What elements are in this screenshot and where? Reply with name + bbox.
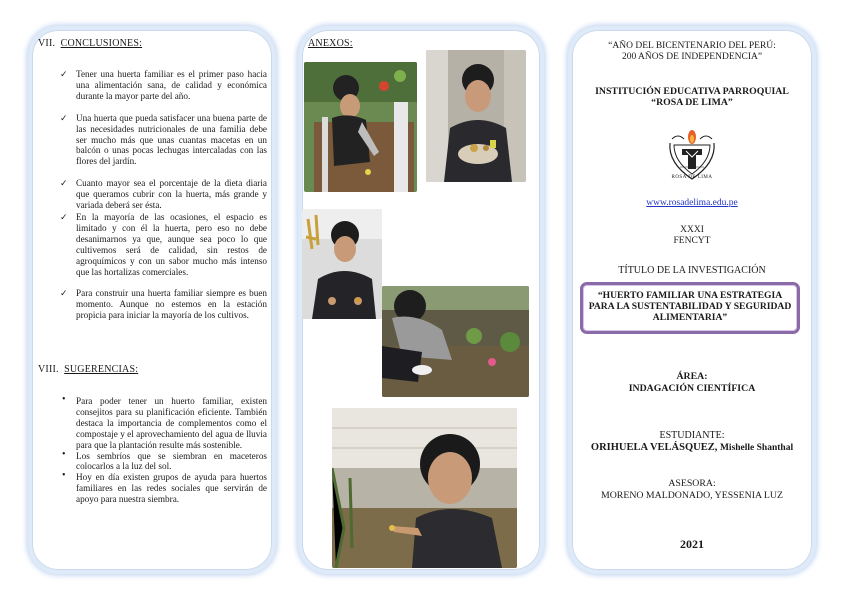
check-icon: ✓ [60, 211, 68, 222]
institution-name: INSTITUCIÓN EDUCATIVA PARROQUIAL “ROSA DE LIMA” [595, 86, 789, 108]
list-item: ✓ Tener una huerta familiar es el primer paso hacia una alimentación sana, de calidad y económica durante la mayor parte del año. [60, 69, 267, 101]
year: 2021 [680, 537, 704, 551]
photo-girl-hands [302, 209, 382, 319]
titulo-label: TÍTULO DE LA INVESTIGACIÓN [618, 265, 766, 276]
list-item: ✓ Para construir una huerta familiar siempre es buen momento. Aunque no estemos en la estación propicia para iniciar la mayoría de los cultivos. [60, 288, 267, 321]
fencyt-edition: XXXI FENCYT [673, 225, 711, 246]
list-item: ✓ Cuanto mayor sea el porcentaje de la dieta diaria que queramos cubrir con la huerta, más grande y variada deberá ser ésta. [60, 178, 267, 211]
check-icon: ✓ [60, 69, 68, 79]
list-item: • Hoy en día existen grupos de ayuda para huertos familiares en las redes sociales que servirán de apoyo para nuestra siembra. [62, 470, 267, 505]
school-seal-logo [658, 117, 726, 185]
photo-seeds-bowl [426, 50, 526, 182]
bicentenario-slogan: “AÑO DEL BICENTENARIO DEL PERÚ: 200 AÑOS DE INDEPENDENCIA” [608, 41, 776, 62]
sugerencias-list [62, 394, 267, 505]
website-link[interactable]: www.rosadelima.edu.pe [646, 198, 738, 208]
list-item: ✓ En la mayoría de las ocasiones, el espacio es limitado y con él la huerta, pero eso no debe desanimarnos ya que, aunque sea poco lo que cultivemos será de calidad, sin restos de agroquímicos y con un sabor mucho más intenso que las hortalizas comerciales. [60, 211, 267, 277]
photo-garden-bed [382, 286, 529, 397]
bullet-icon: • [62, 470, 66, 482]
check-icon: ✓ [60, 112, 68, 123]
photo-girl-smiling [332, 408, 517, 568]
research-title-box: “HUERTO FAMILIAR UNA ESTRATEGIA PARA LA SUSTENTABILIDAD Y SEGURIDAD ALIMENTARIA” [580, 282, 800, 334]
list-item: • Los sembríos que se siembran en maceteros colocarlos a la luz del sol. [62, 448, 267, 472]
bullet-icon: • [62, 394, 66, 405]
seal-caption: ROSA DE LIMA [671, 175, 713, 180]
conclusiones-heading: VII. CONCLUSIONES: [38, 38, 143, 49]
conclusiones-list [60, 69, 267, 321]
sugerencias-heading: VIII. SUGERENCIAS: [38, 364, 139, 375]
check-icon: ✓ [60, 178, 68, 189]
area-block: ÁREA: INDAGACIÓN CIENTÍFICA [628, 371, 756, 394]
anexos-heading: ANEXOS: [308, 38, 353, 49]
check-icon: ✓ [60, 288, 68, 299]
website-link-wrap [572, 198, 812, 208]
photo-planting-1 [304, 62, 417, 192]
list-item: ✓ Una huerta que pueda satisfacer una buena parte de las necesidades nutricionales de una familia debe ser mucho más que unas cuantas macetas en un balcón o unas pocas lechugas intercaladas con las flores del jardín. [60, 112, 267, 167]
student-name: ORIHUELA VELÁSQUEZ, Mishelle Shanthal [590, 442, 794, 453]
list-item: • Para poder tener un huerto familiar, existen consejitos para su planificación eficiente. También destaca la importancia de complementos como el compostaje y el aprovechamiento del agua de lluvia para que la plantación resulte más sostenible. [62, 394, 267, 450]
advisor-block: ASESORA: MORENO MALDONADO, YESSENIA LUZ [601, 478, 783, 501]
student-block: ESTUDIANTE: ORIHUELA VELÁSQUEZ, Mishelle Shanthal [572, 430, 812, 454]
bullet-icon: • [62, 448, 66, 460]
